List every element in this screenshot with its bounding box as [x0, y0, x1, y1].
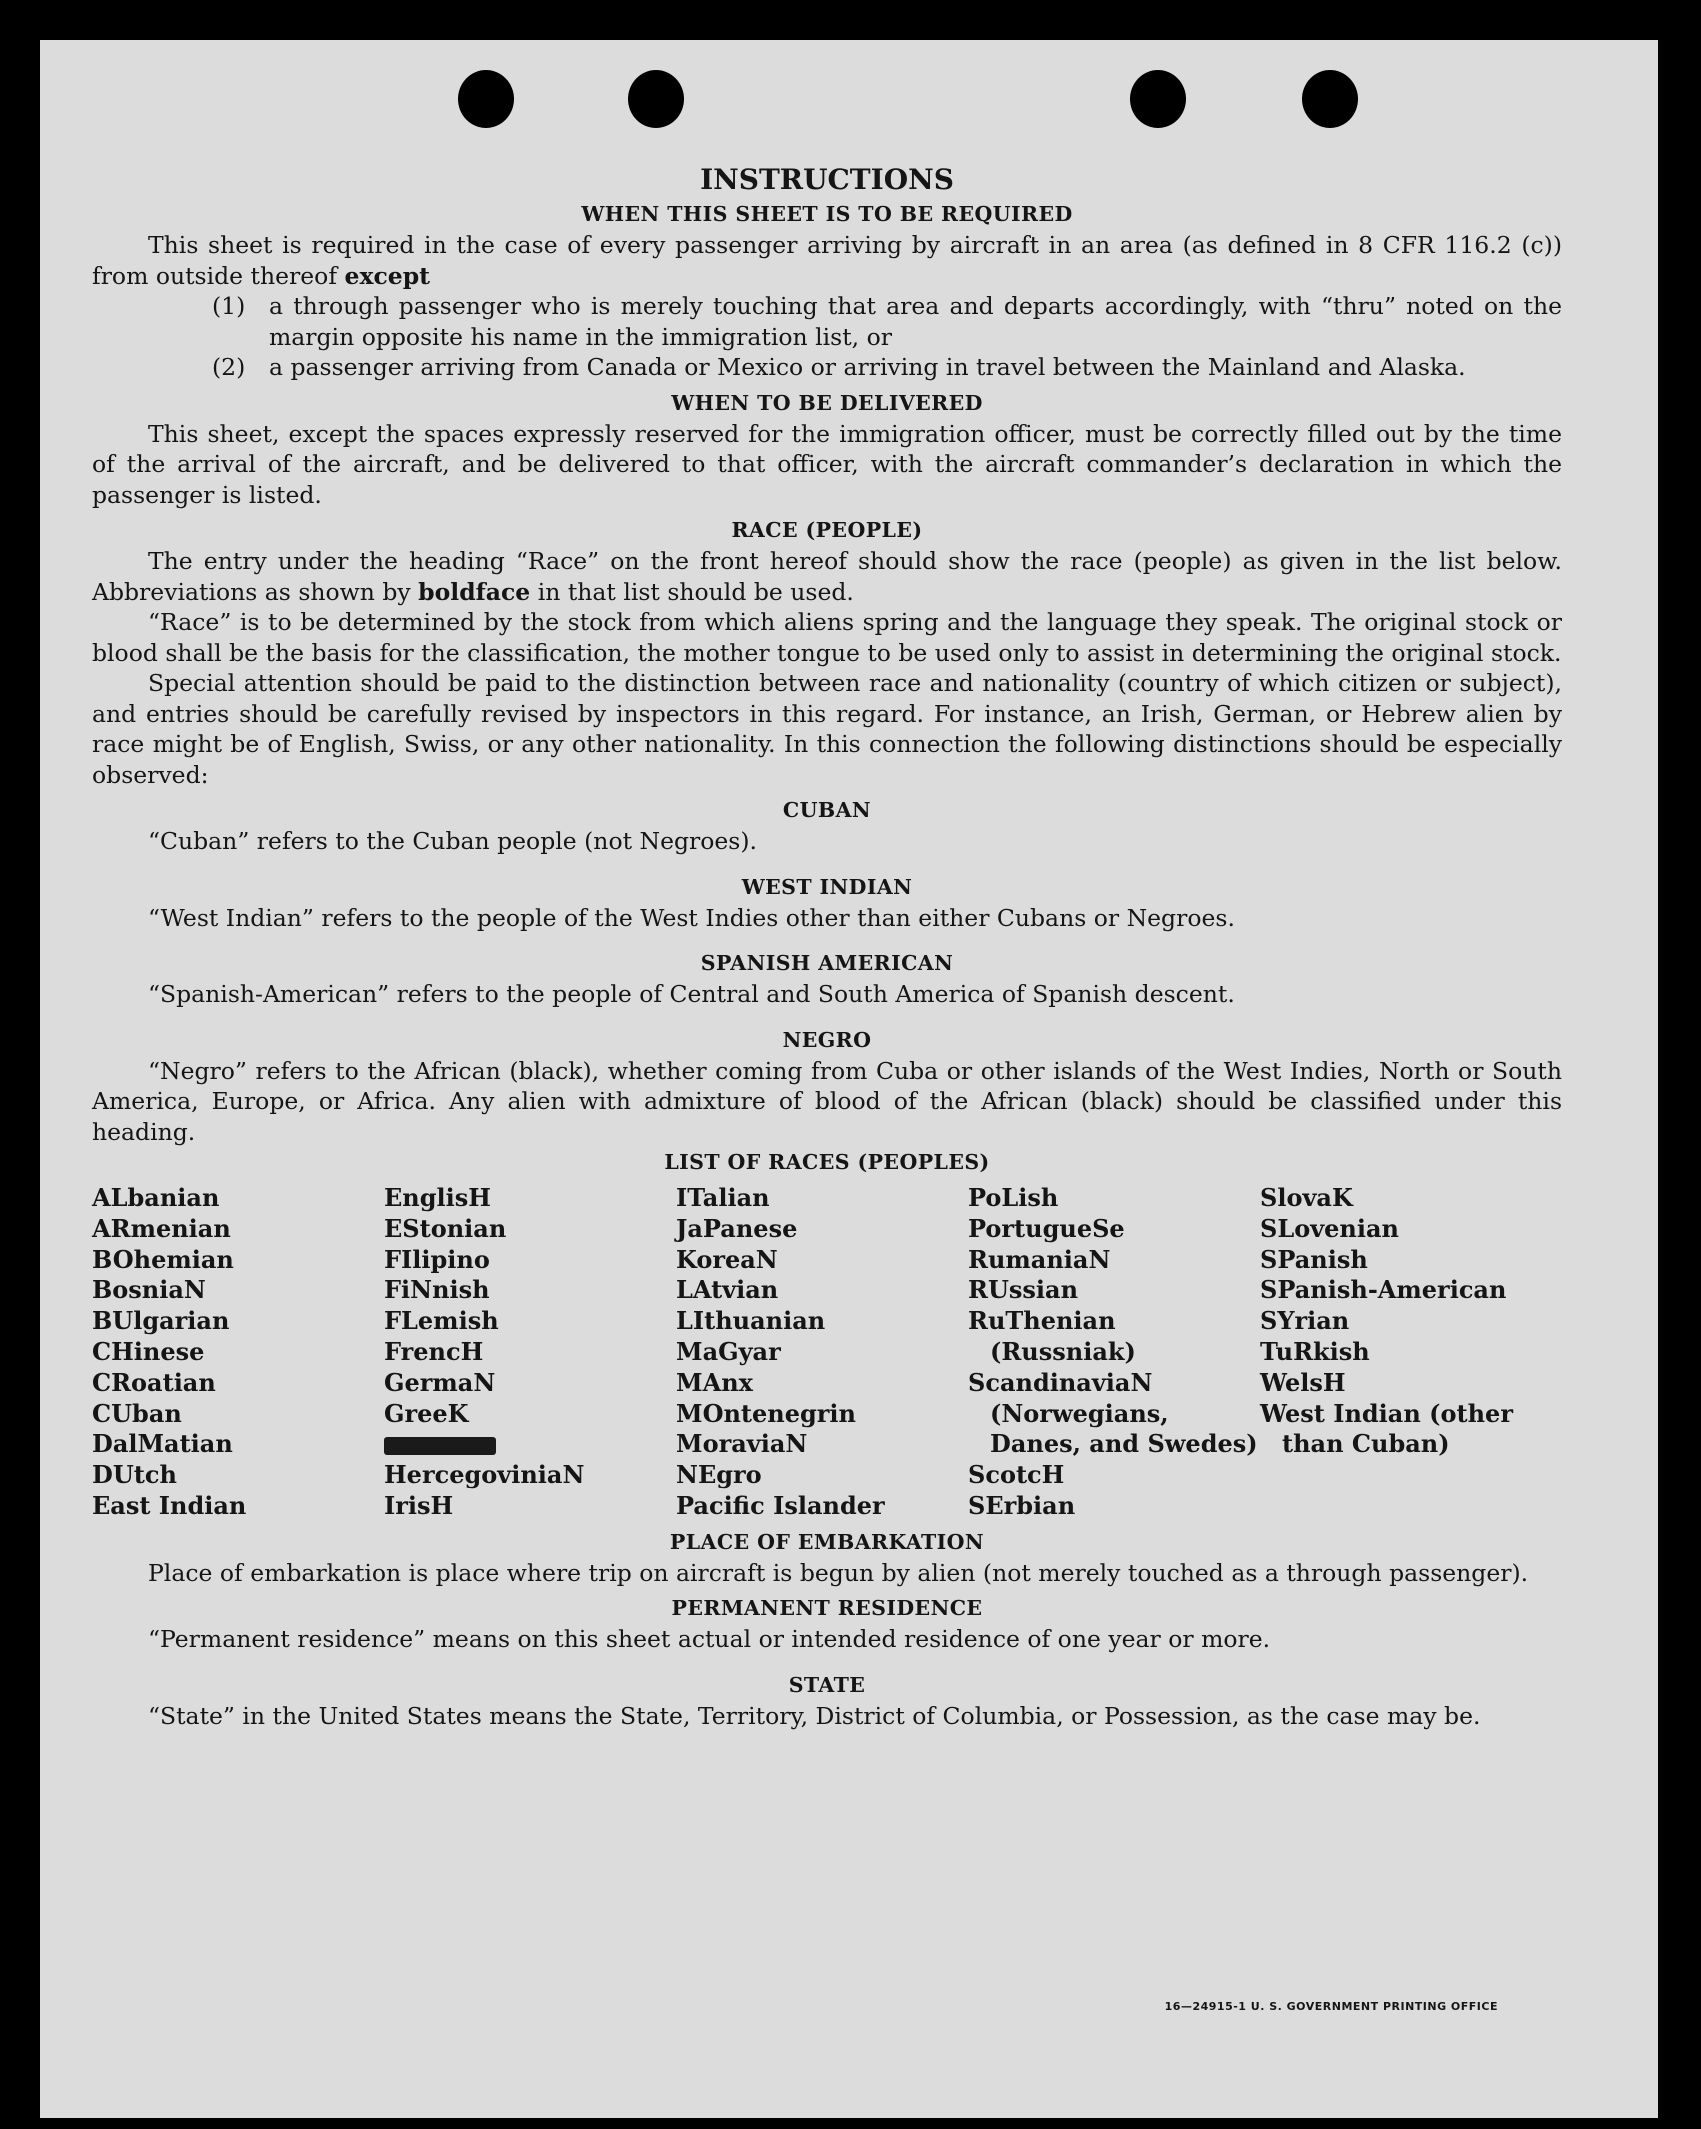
race-item: SYrian [1260, 1306, 1350, 1336]
race-item: HercegoviniaN [384, 1460, 585, 1490]
redaction-mark [384, 1437, 496, 1455]
punch-hole [1130, 70, 1186, 128]
negro-text: “Negro” refers to the African (black), whether coming from Cuba or other islands of the West Indies, North or South America, Europe, or Africa. Any alien with admixture of blood of the African (black) should be classified under this heading. [92, 1056, 1562, 1146]
race-item: FIlipino [384, 1244, 490, 1274]
state-text: “State” in the United States means the State, Territory, District of Columbia, or Possession, as the case may be. [148, 1701, 1481, 1730]
required-item-number: (2) [212, 353, 246, 381]
section-heading-state: STATE [788, 1672, 866, 1697]
west-indian-text: “West Indian” refers to the people of the West Indies other than either Cubans or Negroes. [148, 903, 1235, 932]
race-item: MoraviaN [676, 1429, 808, 1459]
race-item: ARmenian [92, 1213, 231, 1243]
race-item: MOntenegrin [676, 1398, 856, 1428]
race-item: TuRkish [1260, 1336, 1370, 1366]
section-heading-delivered: WHEN TO BE DELIVERED [671, 390, 983, 415]
race-item: ScandinaviaN (Norwegians, Danes, and Swedes) [968, 1367, 1258, 1459]
race-item: BosniaN [92, 1275, 206, 1305]
race-item: ALbanian [92, 1183, 220, 1212]
section-heading-west-indian: WEST INDIAN [741, 874, 913, 899]
race-item: East Indian [92, 1490, 247, 1520]
race-item: LAtvian [676, 1275, 779, 1305]
required-item-number: (1) [212, 292, 246, 320]
race-item: DUtch [92, 1460, 177, 1490]
race-item: PoLish [968, 1183, 1059, 1212]
document-sheet [40, 40, 1658, 2118]
required-item-text: a through passenger who is merely touching that area and departs accordingly, with “thru” noted on the margin opposite his name in the immigration list, or [269, 292, 1562, 351]
section-heading-race: RACE (PEOPLE) [731, 518, 923, 542]
race-item: SLovenian [1260, 1213, 1399, 1243]
race-item: RuThenian (Russniak) [968, 1306, 1136, 1366]
race-item: DalMatian [92, 1429, 233, 1459]
race-item: CHinese [92, 1336, 205, 1366]
required-intro-text: This sheet is required in the case of every passenger arriving by aircraft in an area (as defined in 8 CFR 116.2 (c)) from outside thereof [92, 231, 1562, 290]
race-p1-boldface: boldface [418, 577, 531, 606]
required-item [92, 291, 1562, 352]
race-item: EnglisH [384, 1183, 491, 1212]
race-item: KoreaN [676, 1244, 778, 1274]
delivered-text: This sheet, except the spaces expressly reserved for the immigration officer, must be correctly filled out by the time of the arrival of the aircraft, and be delivered to that officer, with the aircraft commander’s declaration in which the passenger is listed. [92, 419, 1562, 509]
printing-office-footer: 16—24915-1 U. S. GOVERNMENT PRINTING OFFICE [1164, 2000, 1498, 2013]
required-item-text: a passenger arriving from Canada or Mexico or arriving in travel between the Mainland and Alaska. [269, 353, 1466, 381]
punch-hole [628, 70, 684, 128]
race-item-redacted [384, 1429, 676, 1460]
embarkation-text: Place of embarkation is place where trip on aircraft is begun by alien (not merely touched as a through passenger). [148, 1558, 1529, 1587]
race-item: MAnx [676, 1367, 753, 1397]
race-item: RUssian [968, 1275, 1079, 1305]
race-item: CRoatian [92, 1367, 216, 1397]
race-item: BUlgarian [92, 1306, 230, 1336]
section-heading-spanish-american: SPANISH AMERICAN [700, 951, 954, 975]
race-p1-text-end: in that list should be used. [530, 577, 854, 606]
race-item: LIthuanian [676, 1306, 826, 1336]
race-item: ScotcH [968, 1460, 1065, 1490]
race-item: CUban [92, 1398, 182, 1428]
race-item: ITalian [676, 1183, 770, 1212]
race-item: PortugueSe [968, 1213, 1125, 1243]
race-item: FLemish [384, 1306, 499, 1336]
race-column [384, 1183, 676, 1522]
race-item: BOhemian [92, 1244, 234, 1274]
residence-text: “Permanent residence” means on this sheet actual or intended residence of one year or more. [148, 1625, 1271, 1654]
race-item: WelsH [1260, 1367, 1346, 1397]
required-item [92, 352, 1562, 383]
race-paragraph-2: “Race” is to be determined by the stock from which aliens spring and the language they speak. The original stock or blood shall be the basis for the classification, the mother tongue to be used only to assist in determining the original stock. [92, 608, 1562, 667]
race-item: SPanish-American [1260, 1275, 1507, 1305]
race-item: Pacific Islander [676, 1490, 885, 1520]
race-item: NEgro [676, 1460, 762, 1490]
race-item: JaPanese [676, 1213, 798, 1243]
cuban-text: “Cuban” refers to the Cuban people (not Negroes). [148, 827, 758, 855]
race-item: GermaN [384, 1367, 496, 1397]
instructions-content [92, 162, 1562, 1731]
race-item: SErbian [968, 1490, 1076, 1520]
race-column [676, 1183, 968, 1522]
race-column [92, 1183, 384, 1522]
section-heading-required: WHEN THIS SHEET IS TO BE REQUIRED [581, 202, 1073, 226]
race-item: FiNnish [384, 1275, 490, 1305]
race-item: SPanish [1260, 1244, 1368, 1274]
race-item: MaGyar [676, 1336, 781, 1366]
race-column [1260, 1183, 1562, 1522]
section-heading-embarkation: PLACE OF EMBARKATION [669, 1529, 985, 1554]
section-heading-negro: NEGRO [782, 1027, 872, 1052]
section-heading-residence: PERMANENT RESIDENCE [671, 1596, 983, 1621]
race-item: West Indian (other than Cuban) [1260, 1398, 1513, 1459]
race-list [92, 1183, 1562, 1522]
race-item: GreeK [384, 1398, 469, 1428]
race-paragraph-3: Special attention should be paid to the distinction between race and nationality (country of which citizen or subject), and entries should be carefully revised by inspectors in this regard. For instance, an Irish, German, or Hebrew alien by race might be of English, Swiss, or any other nationality. In this connection the following distinctions should be especially observed: [92, 669, 1562, 789]
race-item: FrencH [384, 1336, 484, 1366]
race-column [968, 1183, 1260, 1522]
page-title: INSTRUCTIONS [700, 163, 954, 196]
race-item: IrisH [384, 1490, 454, 1520]
section-heading-cuban: CUBAN [782, 798, 872, 822]
race-item: EStonian [384, 1213, 507, 1243]
punch-hole [1302, 70, 1358, 128]
section-heading-list: LIST OF RACES (PEOPLES) [664, 1150, 990, 1174]
spanish-american-text: “Spanish-American” refers to the people of Central and South America of Spanish descent. [148, 980, 1235, 1008]
race-paragraph-1 [92, 546, 1562, 607]
punch-hole [458, 70, 514, 128]
required-intro-except: except [344, 261, 431, 290]
required-intro [92, 230, 1562, 291]
race-p1-text: The entry under the heading “Race” on the front hereof should show the race (people) as given in the list below. Abbreviations as shown by [92, 547, 1562, 606]
race-item: RumaniaN [968, 1244, 1111, 1274]
race-item: SlovaK [1260, 1183, 1353, 1212]
